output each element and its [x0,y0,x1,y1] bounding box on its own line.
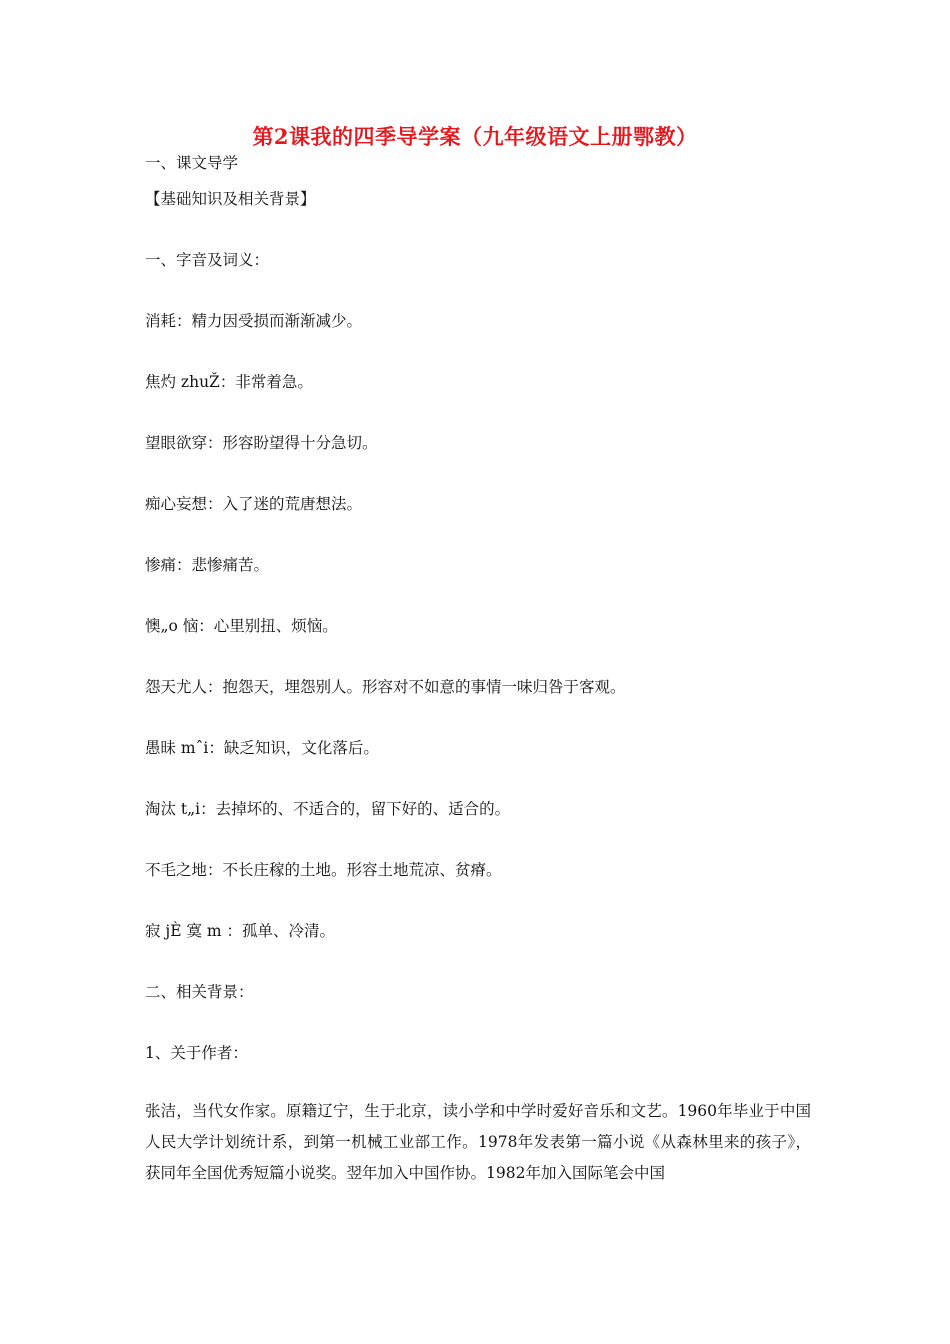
vocab-item: 惨痛：悲惨痛苦。 [145,556,270,574]
background-heading: 二、相关背景： [145,983,254,1001]
vocab-item: 寂 jÈ 寞 m ：孤单、冷清。 [145,922,336,940]
document-title: 第2课我的四季导学案（九年级语文上册鄂教） [252,124,698,149]
pronunciation-heading: 一、字音及词义： [145,251,270,269]
vocab-item: 愚昧 mˆi：缺乏知识，文化落后。 [145,739,379,757]
vocab-item: 痴心妄想：入了迷的荒唐想法。 [145,495,363,513]
vocab-item: 懊„o 恼：心里别扭、烦恼。 [145,617,338,635]
vocab-item: 淘汰 t„i：去掉坏的、不适合的，留下好的、适合的。 [145,800,511,818]
section-guide-heading: 一、课文导学 [145,154,239,172]
vocab-item: 怨天尤人：抱怨天，埋怨别人。形容对不如意的事情一味归咎于客观。 [145,678,626,696]
bracket-heading: 【基础知识及相关背景】 [145,190,316,208]
vocab-item: 消耗：精力因受损而渐渐减少。 [145,312,363,330]
author-paragraph: 张洁，当代女作家。原籍辽宁，生于北京，读小学和中学时爱好音乐和文艺。1960年毕业于中国人民大学计划统计系，到第一机械工业部工作。1978年发表第一篇小说《从森林里来的孩子》，获同年全国优秀短篇小说奖。翌年加入中国作协。1982年加入国际笔会中国 [145,1102,811,1182]
vocab-item: 望眼欲穿：形容盼望得十分急切。 [145,434,378,452]
author-heading: 1、关于作者： [145,1044,248,1062]
vocab-item: 不毛之地：不长庄稼的土地。形容土地荒凉、贫瘠。 [145,861,502,879]
vocab-item: 焦灼 zhuŽ：非常着急。 [145,373,313,391]
